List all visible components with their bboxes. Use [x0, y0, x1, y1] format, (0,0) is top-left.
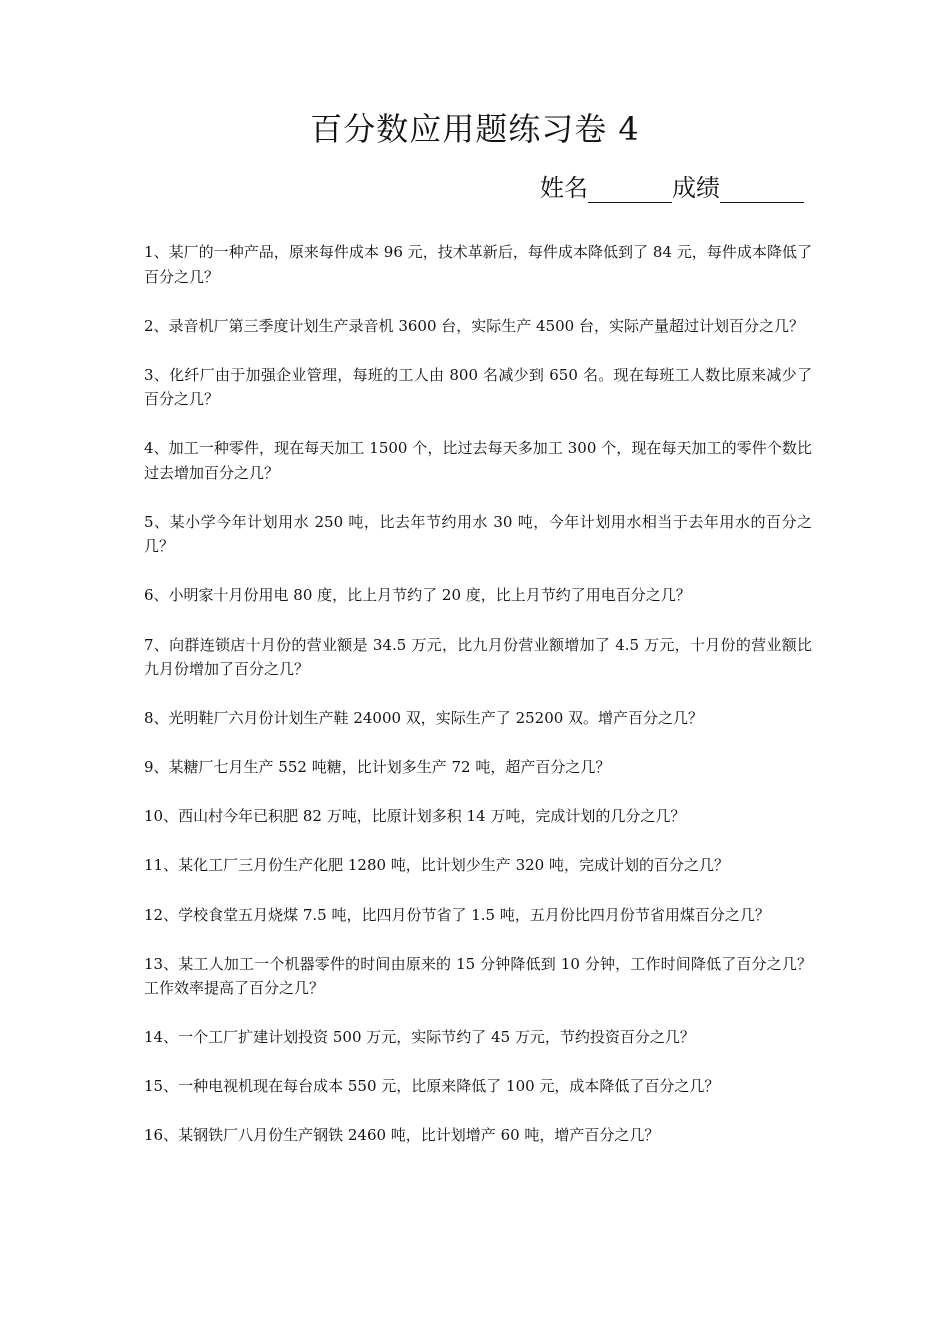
problem-list: [144, 240, 812, 1173]
student-info: [540, 168, 804, 203]
problem-1: 1、某厂的一种产品，原来每件成本 96 元，技术革新后，每件成本降低到了 84 元，每件成本降低了百分之几？: [144, 243, 812, 286]
name-blank[interactable]: [588, 176, 672, 203]
problem-9: 9、某糖厂七月生产 552 吨糖，比计划多生产 72 吨，超产百分之几？: [144, 758, 611, 777]
problem-14: 14、一个工厂扩建计划投资 500 万元，实际节约了 45 万元，节约投资百分之几？: [144, 1028, 695, 1047]
problem-8: 8、光明鞋厂六月份计划生产鞋 24000 双，实际生产了 25200 双。增产百分之几？: [144, 709, 704, 728]
name-label: 姓名: [540, 174, 588, 202]
problem-5: 5、某小学今年计划用水 250 吨，比去年节约用水 30 吨，今年计划用水相当于去年用水的百分之几？: [144, 512, 812, 556]
problem-12: 12、学校食堂五月烧煤 7.5 吨，比四月份节省了 1.5 吨，五月份比四月份节省用煤百分之几？: [144, 905, 770, 924]
problem-10: 10、西山村今年已积肥 82 万吨，比原计划多积 14 万吨，完成计划的几分之几？: [144, 807, 686, 826]
problem-4: 4、加工一种零件，现在每天加工 1500 个，比过去每天多加工 300 个，现在每天加工的零件个数比过去增加百分之几？: [144, 439, 812, 482]
problem-2: 2、录音机厂第三季度计划生产录音机 3600 台，实际生产 4500 台，实际产量超过计划百分之几？: [144, 316, 804, 335]
problem-13: 13、某工人加工一个机器零件的时间由原来的 15 分钟降低到 10 分钟，工作时间降低了百分之几？工作效率提高了百分之几？: [144, 954, 812, 998]
problem-16: 16、某钢铁厂八月份生产钢铁 2460 吨，比计划增产 60 吨，增产百分之几？: [144, 1126, 660, 1145]
problem-7: 7、向群连锁店十月份的营业额是 34.5 万元，比九月份营业额增加了 4.5 万元，十月份的营业额比九月份增加了百分之几？: [144, 635, 812, 679]
problem-11: 11、某化工厂三月份生产化肥 1280 吨，比计划少生产 320 吨，完成计划的百分之几？: [144, 856, 729, 875]
problem-15: 15、一种电视机现在每台成本 550 元，比原来降低了 100 元，成本降低了百分之几？: [144, 1077, 720, 1096]
problem-6: 6、小明家十月份用电 80 度，比上月节约了 20 度，比上月节约了用电百分之几？: [144, 586, 691, 605]
score-blank[interactable]: [720, 176, 804, 203]
page-title: 百分数应用题练习卷 4: [310, 110, 640, 148]
score-label: 成绩: [672, 174, 720, 202]
problem-3: 3、化纤厂由于加强企业管理，每班的工人由 800 名减少到 650 名。现在每班工人数比原来减少了百分之几？: [144, 365, 812, 409]
